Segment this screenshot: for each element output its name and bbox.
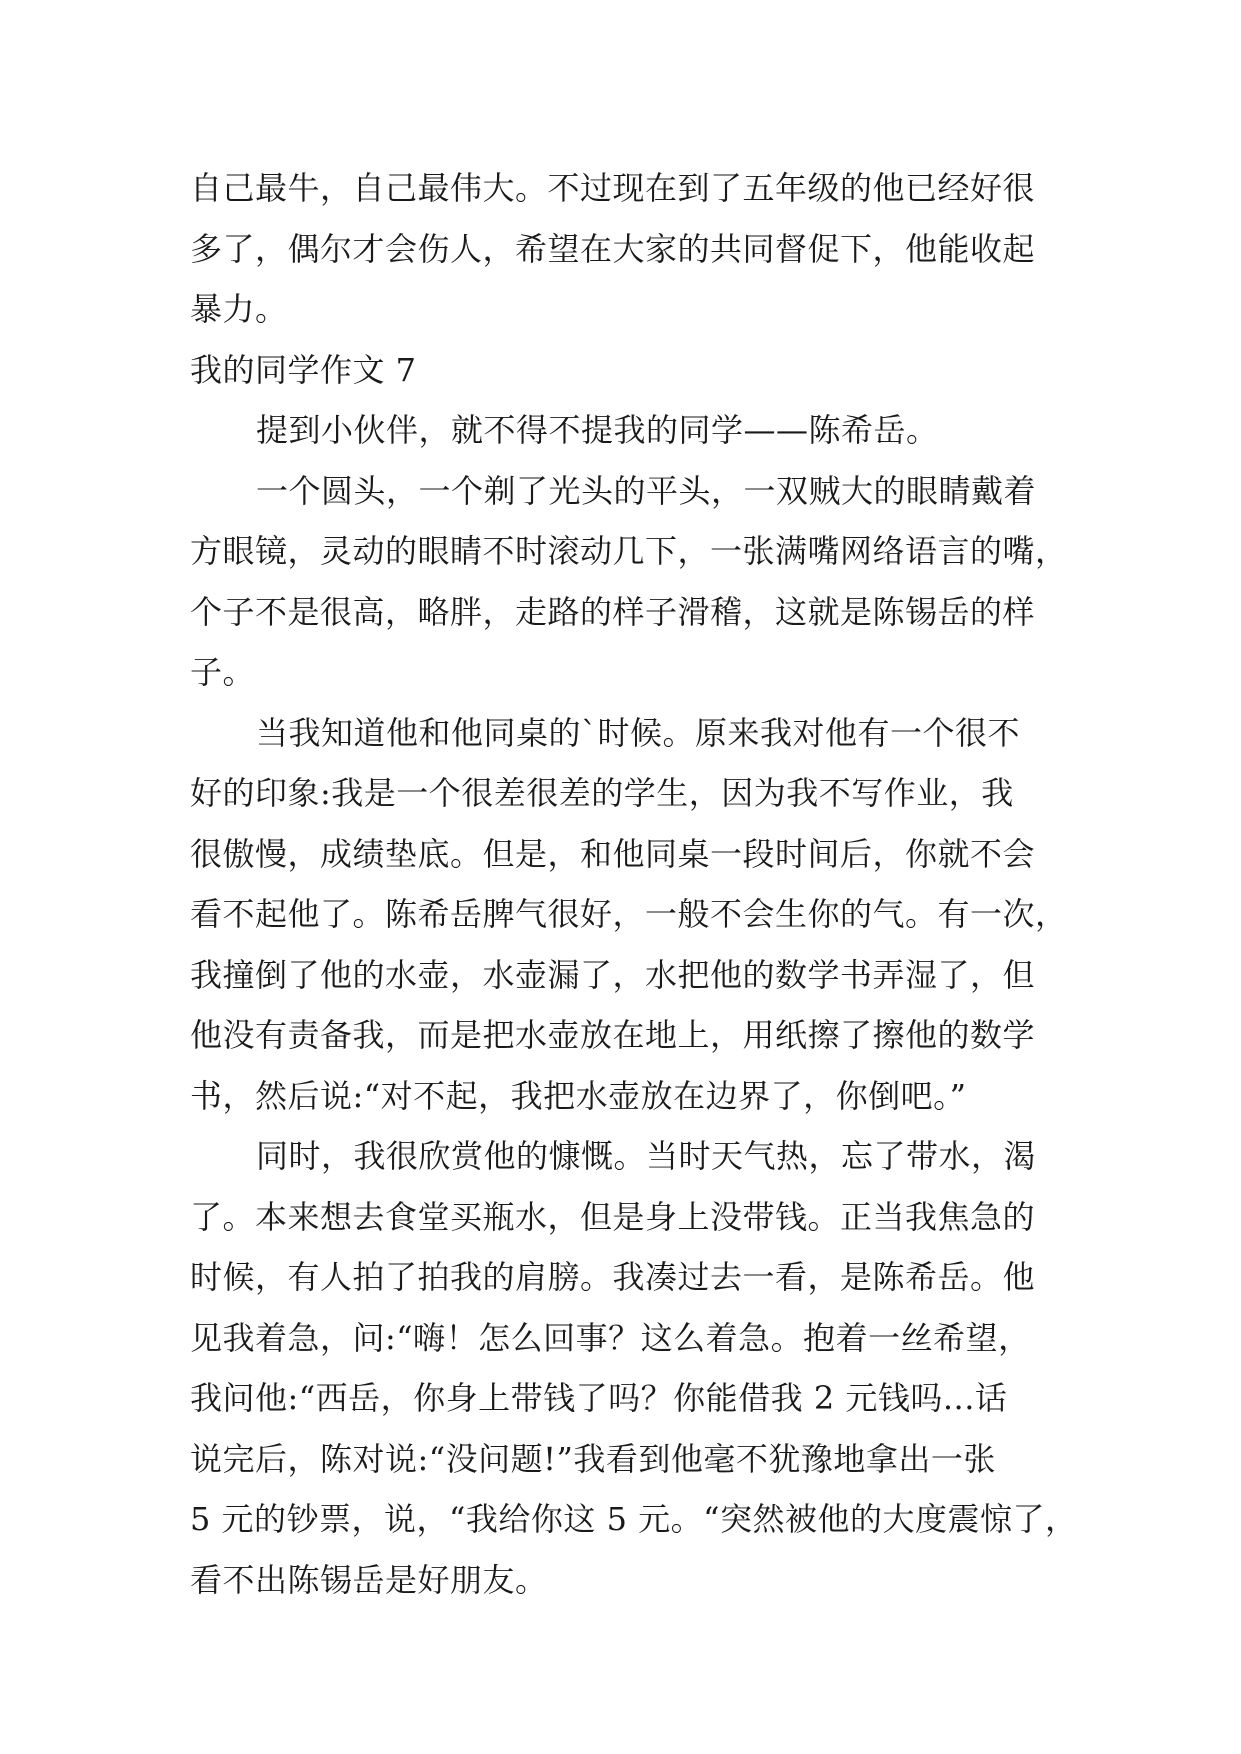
text-line: 个子不是很高，略胖，走路的样子滑稽，这就是陈锡岳的样: [190, 592, 1036, 631]
text-line: 多了，偶尔才会伤人，希望在大家的共同督促下，他能收起: [190, 229, 1036, 268]
text-line: 5 元的钞票，说，“我给你这 5 元。“突然被他的大度震惊了，: [190, 1500, 1078, 1538]
text-line: 暴力。: [190, 290, 288, 328]
text-line: 我撞倒了他的水壶，水壶漏了，水把他的数学书弄湿了，但: [190, 955, 1036, 994]
essay-body: [190, 158, 1078, 1610]
text-line: 自己最牛，自己最伟大。不过现在到了五年级的他已经好很: [190, 169, 1036, 207]
paragraph-first-line: 同时，我很欣赏他的慷慨。当时天气热，忘了带水，渴: [256, 1137, 1037, 1175]
text-line: 方眼镜，灵动的眼睛不时滚动几下，一张满嘴网络语言的嘴，: [190, 532, 1068, 570]
text-line: 很傲慢，成绩垫底。但是，和他同桌一段时间后，你就不会: [190, 834, 1036, 873]
text-line: 好的印象:我是一个很差很差的学生，因为我不写作业，我: [190, 774, 1014, 812]
paragraph-first-line: 当我知道他和他同桌的`时候。原来我对他有一个很不: [256, 713, 1021, 752]
paragraph-first-line: 一个圆头，一个剃了光头的平头，一双贼大的眼睛戴着: [256, 471, 1037, 510]
text-line: 看不起他了。陈希岳脾气很好，一般不会生你的气。有一次，: [190, 895, 1068, 933]
text-line: 了。本来想去食堂买瓶水，但是身上没带钱。正当我焦急的: [190, 1197, 1036, 1236]
paragraph-first-line: 提到小伙伴，就不得不提我的同学——陈希岳。: [256, 411, 939, 449]
text-line: 我问他:“西岳，你身上带钱了吗？你能借我 2 元钱吗...话: [190, 1379, 1008, 1417]
text-line: 他没有责备我，而是把水壶放在地上，用纸擦了擦他的数学: [190, 1016, 1036, 1054]
text-line: 子。: [190, 653, 256, 691]
text-line: 书，然后说:“对不起，我把水壶放在边界了，你倒吧。”: [190, 1076, 967, 1115]
text-line: 看不出陈锡岳是好朋友。: [190, 1560, 548, 1599]
text-line: 时候，有人拍了拍我的肩膀。我凑过去一看，是陈希岳。他: [190, 1258, 1036, 1296]
text-line: 说完后，陈对说:“没问题!”我看到他毫不犹豫地拿出一张: [190, 1439, 996, 1478]
essay-heading: 我的同学作文 7: [190, 350, 417, 389]
text-line: 见我着急，问:“嗨！怎么回事？这么着急。抱着一丝希望，: [190, 1318, 1031, 1357]
